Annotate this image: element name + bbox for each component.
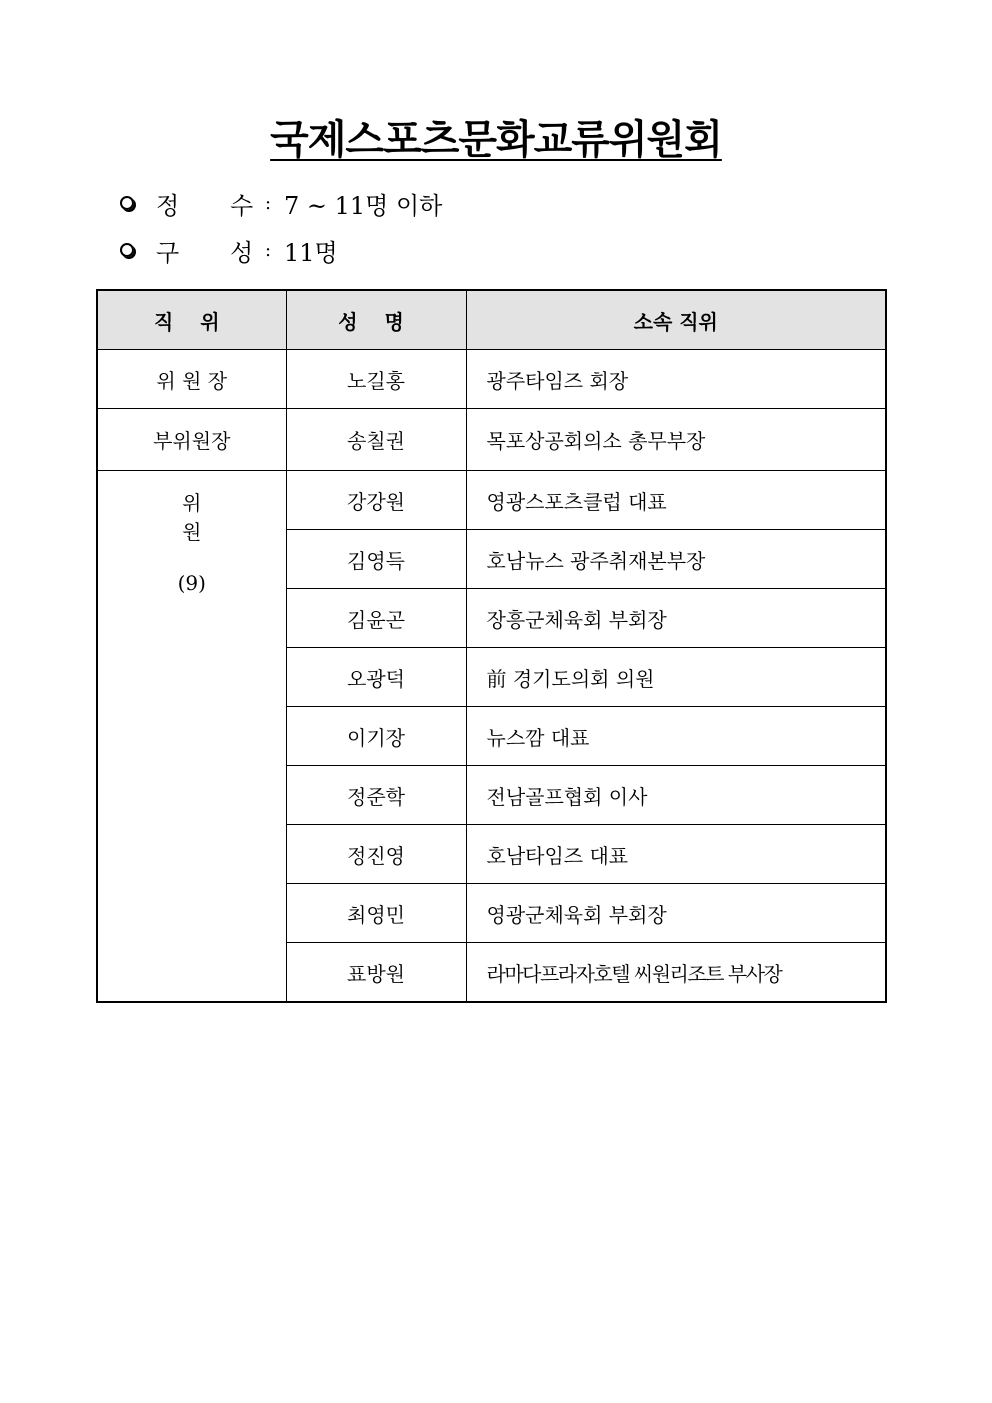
info-key-a: 정	[156, 191, 180, 220]
cell-affiliation: 영광스포츠클럽 대표	[466, 471, 886, 530]
info-key-b: 성	[230, 238, 254, 267]
table-row	[97, 409, 886, 471]
cell-name: 정진영	[286, 825, 466, 884]
header-name: 성 명	[286, 290, 466, 350]
cell-affiliation: 라마다프라자호텔 씨원리조트 부사장	[466, 943, 886, 1003]
document-title	[0, 108, 992, 165]
cell-affiliation: 前 경기도의회 의원	[466, 648, 886, 707]
table-row	[97, 471, 886, 530]
cell-name: 노길홍	[286, 350, 466, 409]
info-key-a: 구	[156, 238, 180, 267]
cell-affiliation: 영광군체육회 부회장	[466, 884, 886, 943]
table-header-row	[97, 290, 886, 350]
cell-affiliation: 광주타임즈 회장	[466, 350, 886, 409]
circle-bullet-icon	[120, 196, 134, 210]
table-row	[97, 350, 886, 409]
cell-affiliation: 호남뉴스 광주취재본부장	[466, 530, 886, 589]
header-affiliation: 소속 직위	[466, 290, 886, 350]
cell-affiliation: 뉴스깜 대표	[466, 707, 886, 766]
committee-table	[96, 289, 887, 1003]
info-value: 7 ~ 11명 이하	[284, 191, 443, 220]
cell-name: 이기장	[286, 707, 466, 766]
info-value: 11명	[284, 238, 338, 267]
info-colon: :	[264, 192, 272, 214]
cell-affiliation: 장흥군체육회 부회장	[466, 589, 886, 648]
info-quota	[120, 186, 442, 220]
circle-bullet-icon	[120, 243, 134, 257]
info-colon: :	[264, 239, 272, 261]
header-position: 직 위	[97, 290, 286, 350]
info-composition	[120, 233, 338, 267]
member-group-label: 위 원	[182, 491, 242, 544]
cell-name: 김윤곤	[286, 589, 466, 648]
cell-name: 김영득	[286, 530, 466, 589]
cell-name: 정준학	[286, 766, 466, 825]
cell-name: 송칠권	[286, 409, 466, 471]
cell-affiliation: 전남골프협회 이사	[466, 766, 886, 825]
cell-affiliation: 호남타임즈 대표	[466, 825, 886, 884]
cell-position: 위 원 장	[97, 350, 286, 409]
cell-name: 강강원	[286, 471, 466, 530]
cell-affiliation: 목포상공회의소 총무부장	[466, 409, 886, 471]
document-title-text: 국제스포츠문화교류위원회	[270, 117, 722, 163]
info-key-b: 수	[230, 191, 254, 220]
cell-name: 표방원	[286, 943, 466, 1003]
cell-name: 최영민	[286, 884, 466, 943]
cell-member-group	[97, 471, 286, 1003]
cell-position: 부위원장	[97, 409, 286, 471]
cell-name: 오광덕	[286, 648, 466, 707]
member-group-count: (9)	[177, 571, 206, 595]
